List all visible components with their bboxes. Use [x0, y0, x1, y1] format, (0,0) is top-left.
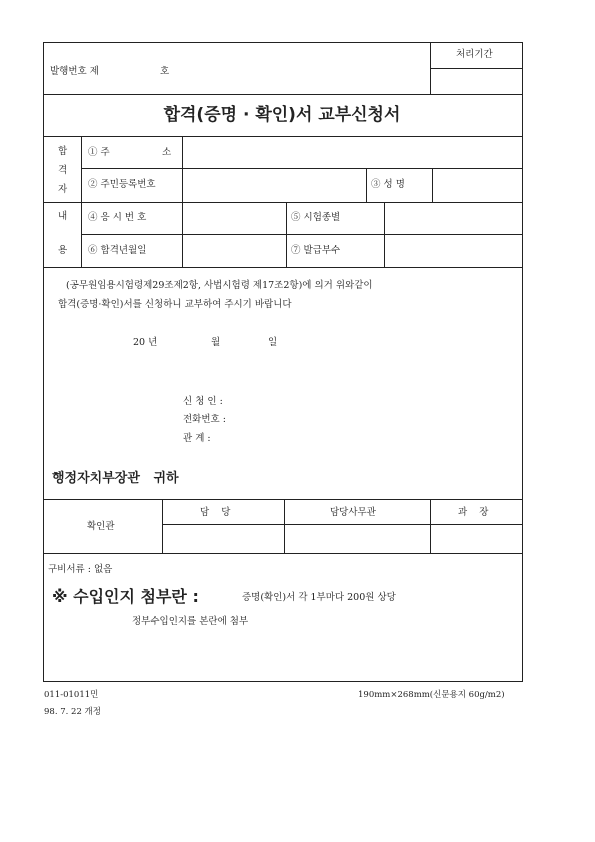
processing-box-mid	[430, 68, 522, 69]
resident-number-field[interactable]	[183, 169, 366, 202]
in-charge-sign-box[interactable]	[163, 525, 284, 553]
date-month: 월	[211, 337, 221, 348]
name-divider-left	[366, 168, 367, 202]
confirm-bottom-rule	[43, 553, 522, 554]
pass-date-label: ⑥ 합격년월일	[88, 245, 147, 256]
address-label-suffix: 소	[162, 147, 172, 158]
revenue-stamp-title: ※ 수입인지 첨부란 :	[52, 587, 199, 606]
chief-label: 과 장	[458, 507, 489, 518]
request-text: 합격(증명·확인)서를 신청하니 교부하여 주시기 바랍니다	[58, 299, 292, 310]
form-number: 011-01011민	[44, 690, 99, 700]
name-field[interactable]	[433, 169, 521, 202]
revenue-stamp-area[interactable]	[44, 632, 521, 679]
confirmer-label: 확인관	[87, 521, 115, 532]
name-label: ③ 성 명	[371, 179, 405, 190]
date-day: 일	[268, 337, 278, 348]
issue-number-suffix: 호	[160, 66, 170, 77]
content-section-char-2: 용	[58, 245, 68, 256]
relation-label: 관 계 :	[183, 433, 211, 444]
content-section-char-1: 내	[58, 211, 68, 222]
addressee: 행정자치부장관 귀하	[52, 471, 179, 486]
pass-date-field[interactable]	[183, 235, 286, 267]
officer-label: 담당사무관	[330, 507, 376, 518]
revision-date: 98. 7. 22 개정	[44, 707, 101, 717]
applicant-section-char-1: 합	[58, 146, 68, 157]
required-documents: 구비서류 : 없음	[48, 564, 113, 575]
address-label: ① 주	[88, 147, 110, 158]
exam-type-field[interactable]	[385, 203, 521, 234]
processing-period-label: 처리기간	[456, 49, 493, 60]
exam-number-label: ④ 응 시 번 호	[88, 212, 147, 223]
resident-number-label: ② 주민등록번호	[88, 179, 156, 190]
paper-size: 190mm×268mm(신문용지 60g/m2)	[358, 690, 505, 700]
address-field[interactable]	[183, 137, 521, 168]
copies-field[interactable]	[385, 235, 521, 267]
in-charge-label: 담 당	[200, 507, 231, 518]
legal-basis-text: (공무원임용시험령제29조제2항, 사법시험령 제17조2항)에 의거 위와같이	[66, 280, 373, 291]
date-year: 20 년	[133, 337, 158, 348]
applicant-section-char-3: 자	[58, 184, 68, 195]
applicant-section-char-2: 격	[58, 165, 68, 176]
applicant-sign-label: 신 청 인 :	[183, 396, 223, 407]
row-rule-4	[43, 267, 522, 268]
revenue-stamp-note: 정부수입인지를 본란에 첨부	[132, 616, 249, 627]
phone-label: 전화번호 :	[183, 414, 226, 425]
officer-sign-box[interactable]	[285, 525, 430, 553]
chief-sign-box[interactable]	[431, 525, 521, 553]
exam-number-field[interactable]	[183, 203, 286, 234]
confirm-top-rule	[43, 499, 522, 500]
issue-number-label: 발행번호 제	[50, 66, 99, 77]
header-bottom-rule	[43, 94, 522, 95]
form-title: 합격(증명 · 확인)서 교부신청서	[163, 105, 401, 125]
revenue-stamp-description: 증명(확인)서 각 1부마다 200원 상당	[242, 592, 396, 603]
content-divider-left	[286, 202, 287, 267]
copies-label: ⑦ 발급부수	[291, 245, 341, 256]
exam-type-label: ⑤ 시험종별	[291, 212, 341, 223]
